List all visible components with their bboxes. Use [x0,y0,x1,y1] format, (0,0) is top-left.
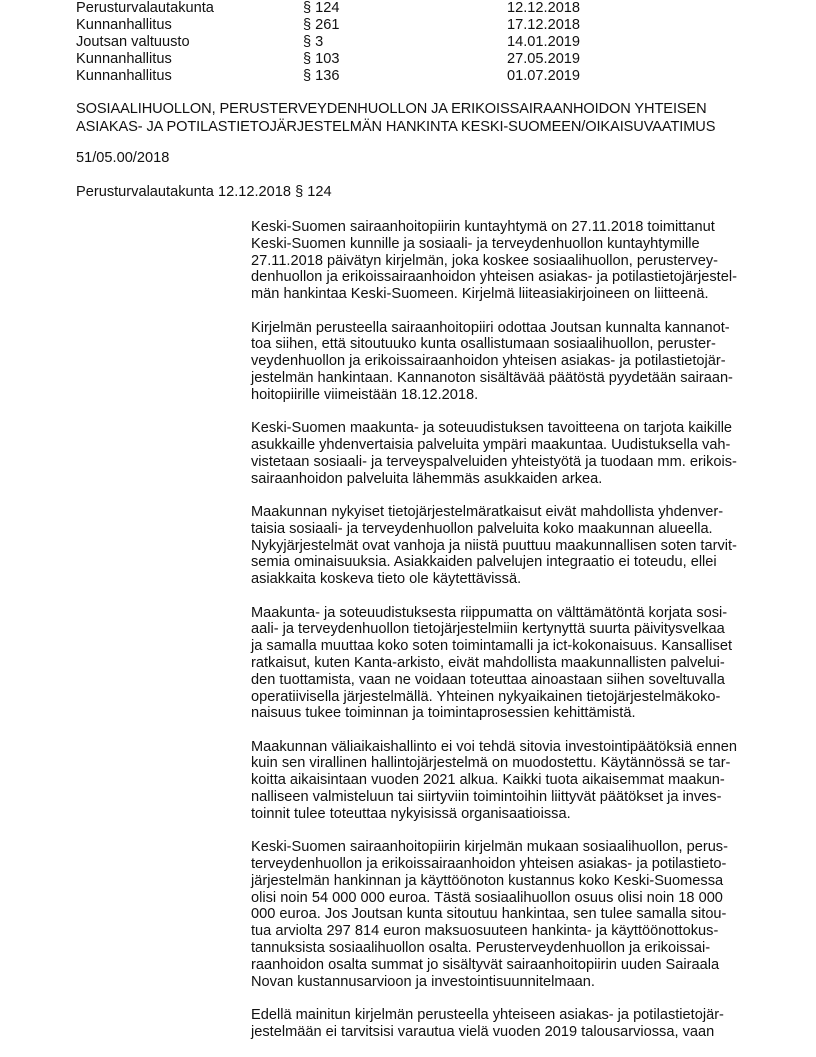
paragraph [251,504,771,588]
paragraph-line: vistetaan sosiaali- ja terveyspalveluiden yhteistyötä ja tuodaan mm. erikois- [251,453,737,470]
paragraph-line: Keski-Suomen kunnille ja sosiaali- ja terveydenhuollon kuntayhtymille [251,235,700,252]
history-section: § 124 [303,0,340,16]
paragraph-line: sairaanhoidon palveluita lähemmäs asukkaiden arkea. [251,470,603,487]
paragraph-line: järjestelmän hankinnan ja käyttöönoton kustannus koko Keski-Suomessa [251,872,724,889]
paragraph-line: kuin sen virallinen hallintojärjestelmä on muodostettu. Käytännössä se tar- [251,755,731,772]
paragraph-line: toinnit tulee toteuttaa nykyisissä organisaatioissa. [251,805,571,822]
paragraph-line: toa siihen, että sitoutuuko kunta osallistumaan sosiaalihuollon, peruster- [251,336,716,353]
paragraph-line: jestelmän hankintaan. Kannanoton sisältävää päätöstä pyydetään sairaan- [251,369,733,386]
paragraph-line: Kirjelmän perusteella sairaanhoitopiiri odottaa Joutsan kunnalta kannanot- [251,319,730,336]
history-body: Kunnanhallitus [76,51,172,67]
paragraph-line: Maakunta- ja soteuudistuksesta riippumatta on välttämätöntä korjata sosi- [251,604,728,621]
history-section: § 103 [303,51,340,67]
paragraph-line: veydenhuollon ja erikoissairaanhoidon yhteisen asiakas- ja potilastietojär- [251,353,726,370]
history-body: Kunnanhallitus [76,17,172,33]
paragraph [251,839,771,990]
paragraph-line: olisi noin 54 000 000 euroa. Tästä sosiaalihuollon osuus olisi noin 18 000 [251,889,723,906]
history-row [76,17,636,34]
paragraph-line: 000 euroa. Jos Joutsan kunta sitoutuu hankintaa, sen tulee samalla sitou- [251,906,727,923]
paragraph-line: den tuottamista, vaan ne voidaan toteuttaa ainoastaan siihen soveltuvalla [251,671,725,688]
paragraph [251,420,771,487]
paragraph-line: raanhoidon osalta summat jo sisältyvät sairaanhoitopiirin uuden Sairaala [251,956,720,973]
paragraph-line: hoitopiirille viimeistään 18.12.2018. [251,386,479,403]
paragraph-line: Edellä mainitun kirjelmän perusteella yhteiseen asiakas- ja potilastietojär- [251,1007,724,1024]
paragraph-line: Maakunnan väliaikaishallinto ei voi tehdä sitovia investointipäätöksiä ennen [251,738,737,755]
paragraph-line: Keski-Suomen maakunta- ja soteuudistuksen tavoitteena on tarjota kaikille [251,420,733,437]
paragraph-line: män hankintaa Keski-Suomeen. Kirjelmä liiteasiakirjoineen on liitteenä. [251,286,709,303]
paragraph-line: Novan kustannusarvioon ja investointisuunnitelmaan. [251,973,595,990]
paragraph-line: tua arviolta 297 814 euron maksuosuuteen hankinta- ja käyttöönottokus- [251,923,719,940]
paragraph [251,219,771,303]
history-body: Joutsan valtuusto [76,34,190,50]
paragraph-line: denhuollon ja erikoissairaanhoidon yhteisen asiakas- ja potilastietojärjestel- [251,269,737,286]
history-section: § 136 [303,68,340,84]
paragraph-line: semia ominaisuuksia. Asiakkaiden palvelujen integraatio ei toteudu, ellei [251,554,717,571]
decision-history-table [76,0,636,85]
paragraph [251,1007,771,1041]
paragraph-line: tannuksista sosiaalihuollon osalta. Perusterveydenhuollon ja erikoissai- [251,940,711,957]
paragraph-line: Nykyjärjestelmät ovat vanhoja ja niistä puuttuu maakunnallisen soten tarvit- [251,537,737,554]
paragraph-line: naisuus tukee toiminnan ja toimintaprosessien kehittämistä. [251,705,636,722]
document-title [76,100,715,136]
history-body: Kunnanhallitus [76,68,172,84]
history-row [76,34,636,51]
paragraph [251,320,771,404]
paragraph-line: Keski-Suomen sairaanhoitopiirin kirjelmän mukaan sosiaalihuollon, perus- [251,839,728,856]
paragraph-line: operatiivisella järjestelmällä. Yhteinen nykyaikainen tietojärjestelmäkoko- [251,688,721,705]
reference-number: 51/05.00/2018 [76,150,170,166]
paragraph [251,739,771,823]
paragraph-line: nalliseen valmisteluun tai siirtyviin toimintoihin liittyvät päätökset ja inves- [251,789,722,806]
paragraph-line: aali- ja terveydenhuollon tietojärjestelmiin kertynyttä suurta päivitysvelkaa [251,621,725,638]
paragraph-line: Keski-Suomen sairaanhoitopiirin kuntayhtymä on 27.11.2018 toimittanut [251,219,715,235]
paragraph-line: koitta aikaisintaan vuoden 2021 alkua. Kaikki tuota aikaisemmat maakun- [251,772,725,789]
paragraph-line: terveydenhuollon ja erikoissairaanhoidon yhteisen asiakas- ja potilastieto- [251,856,727,873]
paragraph-line: ratkaisut, kuten Kanta-arkisto, eivät mahdollista maakunnallisten palvelui- [251,654,725,671]
paragraph [251,605,771,723]
history-row [76,0,636,17]
history-date: 12.12.2018 [507,0,581,16]
history-row [76,51,636,68]
paragraph-line: asukkaille yhdenvertaisia palveluita ympäri maakuntaa. Uudistuksella vah- [251,436,731,453]
paragraph-line: taisia sosiaali- ja terveydenhuollon palveluita koko maakunnan alueella. [251,520,713,537]
paragraph-line: 27.11.2018 päivätyn kirjelmän, joka koskee sosiaalihuollon, perustervey- [251,252,718,269]
history-date: 01.07.2019 [507,68,581,84]
title-line: ASIAKAS- JA POTILASTIETOJÄRJESTELMÄN HANKINTA KESKI-SUOMEEN/OIKAISUVAATIMUS [76,119,716,135]
meeting-heading: Perusturvalautakunta 12.12.2018 § 124 [76,184,332,200]
history-body: Perusturvalautakunta [76,0,214,16]
history-date: 17.12.2018 [507,17,581,33]
paragraph-line: asiakkaita koskeva tieto ole käytettävissä. [251,571,522,588]
title-line: SOSIAALIHUOLLON, PERUSTERVEYDENHUOLLON JA ERIKOISSAIRAANHOIDON YHTEISEN [76,101,707,117]
paragraph-line: jestelmään ei tarvitsisi varautua vielä vuoden 2019 talousarviossa, vaan [251,1023,715,1040]
history-row [76,68,636,85]
paragraph-line: ja samalla muuttaa koko soten toimintamalli ja ict-kokonaisuus. Kansalliset [251,638,733,655]
history-section: § 3 [303,34,324,50]
history-section: § 261 [303,17,340,33]
paragraph-line: Maakunnan nykyiset tietojärjestelmäratkaisut eivät mahdollista yhdenver- [251,503,724,520]
history-date: 14.01.2019 [507,34,581,50]
body-text [251,219,771,1057]
history-date: 27.05.2019 [507,51,581,67]
